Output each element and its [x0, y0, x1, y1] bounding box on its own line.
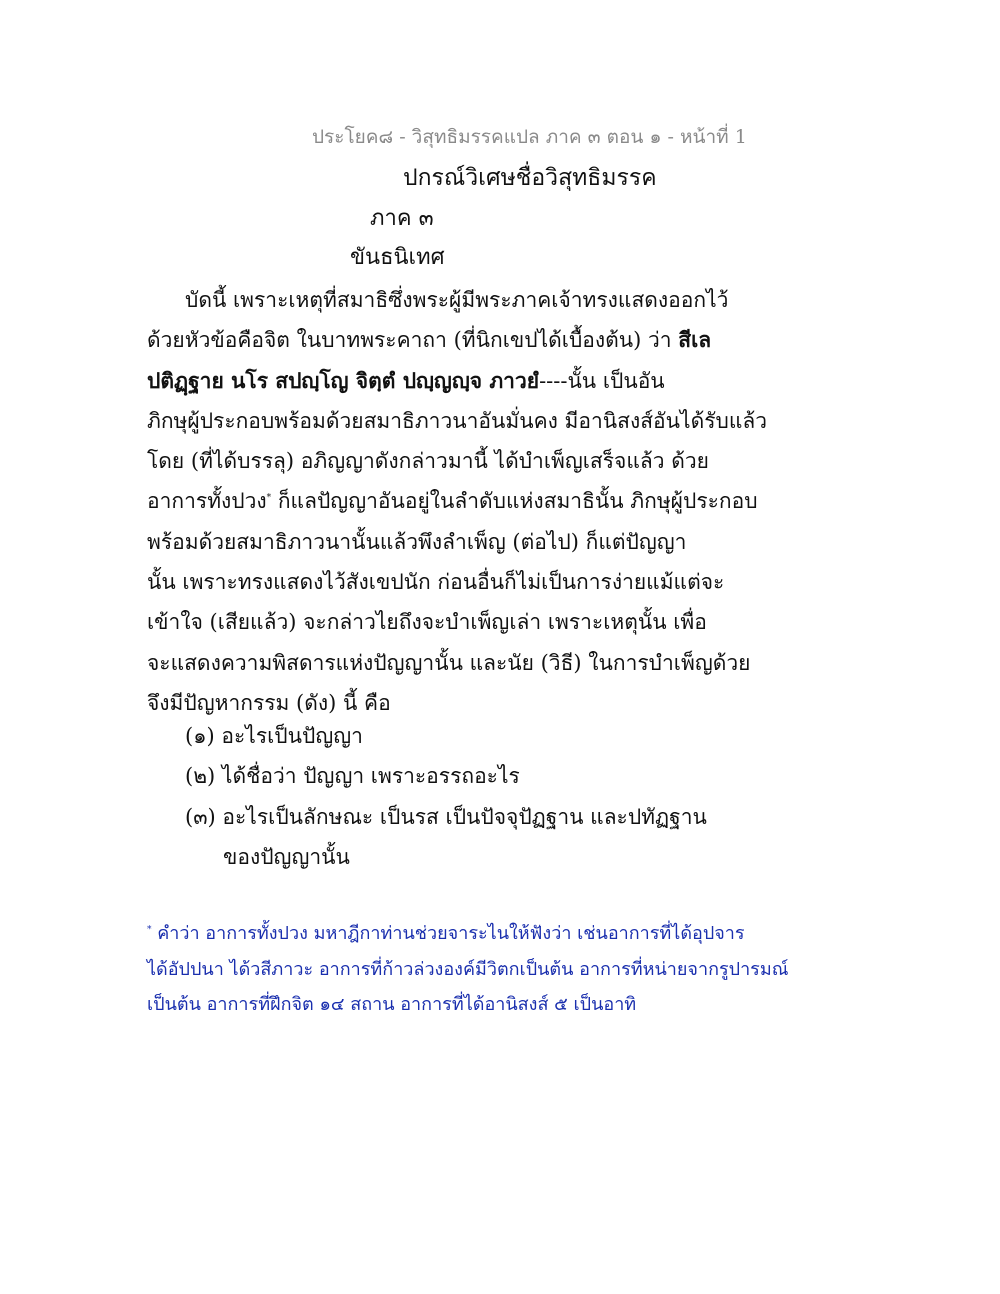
body-paragraph — [147, 280, 768, 723]
body-text: ก็แลปัญญาอันอยู่ในลำดับแห่งสมาธินั้น ภิกษุผู้ประกอบ — [271, 489, 758, 514]
pali-quote: ปติฏฺฐาย นโร สปญฺโญ จิตฺตํ ปญฺญญฺจ ภาวยํ — [147, 367, 540, 393]
document-title: ปกรณ์วิเศษชื่อวิสุทธิมรรค — [403, 165, 657, 191]
body-line — [147, 320, 747, 360]
body-line: พร้อมด้วยสมาธิภาวนานั้นแล้วพึงลำเพ็ญ (ต่อไป) ก็แต่ปัญญา — [147, 529, 687, 554]
body-line: จะแสดงความพิสดารแห่งปัญญานั้น และนัย (วิธี) ในการบำเพ็ญด้วย — [147, 650, 751, 675]
body-line: เข้าใจ (เสียแล้ว) จะกล่าวไยถึงจะบำเพ็ญเล่า เพราะเหตุนั้น เพื่อ — [147, 610, 707, 635]
footnote-line: ได้อัปปนา ได้วสีภาวะ อาการที่ก้าวล่วงองค์มีวิตกเป็นต้น อาการที่หน่ายจากรูปารมณ์ — [147, 958, 789, 980]
footnote-text: คำว่า อาการทั้งปวง มหาฎีกาท่านช่วยจาระไนให้ฟังว่า เช่นอาการที่ได้อุปจาร — [151, 923, 745, 944]
pali-quote: สีเล — [678, 327, 712, 353]
part-heading: ภาค ๓ — [370, 206, 434, 231]
question-item-continuation: ของปัญญานั้น — [223, 844, 350, 869]
footnote-line — [147, 916, 788, 952]
question-item: (๑) อะไรเป็นปัญญา — [185, 724, 363, 748]
running-header: ประโยค๘ - วิสุทธิมรรคแปล ภาค ๓ ตอน ๑ - หน้าที่ 1 — [312, 126, 747, 148]
footnote-marker: * — [147, 925, 152, 935]
body-line: ภิกษุผู้ประกอบพร้อมด้วยสมาธิภาวนาอันมั่นคง มีอานิสงส์อันได้รับแล้ว — [147, 408, 768, 433]
body-line: จึงมีปัญหากรรม (ดัง) นี้ คือ — [147, 690, 391, 715]
body-text: ----นั้น เป็นอัน — [539, 368, 665, 393]
question-list — [185, 716, 707, 877]
body-line: โดย (ที่ได้บรรลุ) อภิญญาดังกล่าวมานี้ ได้บำเพ็ญเสร็จแล้ว ด้วย — [147, 449, 709, 474]
footnote-marker: * — [266, 493, 272, 504]
body-text: อาการทั้งปวง — [147, 489, 267, 514]
section-heading: ขันธนิเทศ — [350, 245, 445, 270]
footnote — [147, 916, 788, 1023]
body-text: ด้วยหัวข้อคือจิต ในบาทพระคาถา (ที่นิกเขปได้เบื้องต้น) ว่า — [147, 328, 679, 353]
footnote-line: เป็นต้น อาการที่ฝึกจิต ๑๔ สถาน อาการที่ได้อานิสงส์ ๕ เป็นอาทิ — [147, 994, 637, 1016]
body-line: นั้น เพราะทรงแสดงไว้สังเขปนัก ก่อนอื่นก็ไม่เป็นการง่ายแม้แต่จะ — [147, 570, 725, 595]
body-line — [147, 481, 758, 521]
body-line — [147, 361, 747, 401]
question-item: (๓) อะไรเป็นลักษณะ เป็นรส เป็นปัจจุปัฏฐาน และปทัฏฐาน — [185, 804, 707, 829]
body-line: บัดนี้ เพราะเหตุที่สมาธิซึ่งพระผู้มีพระภาคเจ้าทรงแสดงออกไว้ — [185, 288, 729, 312]
question-item: (๒) ได้ชื่อว่า ปัญญา เพราะอรรถอะไร — [185, 764, 520, 789]
